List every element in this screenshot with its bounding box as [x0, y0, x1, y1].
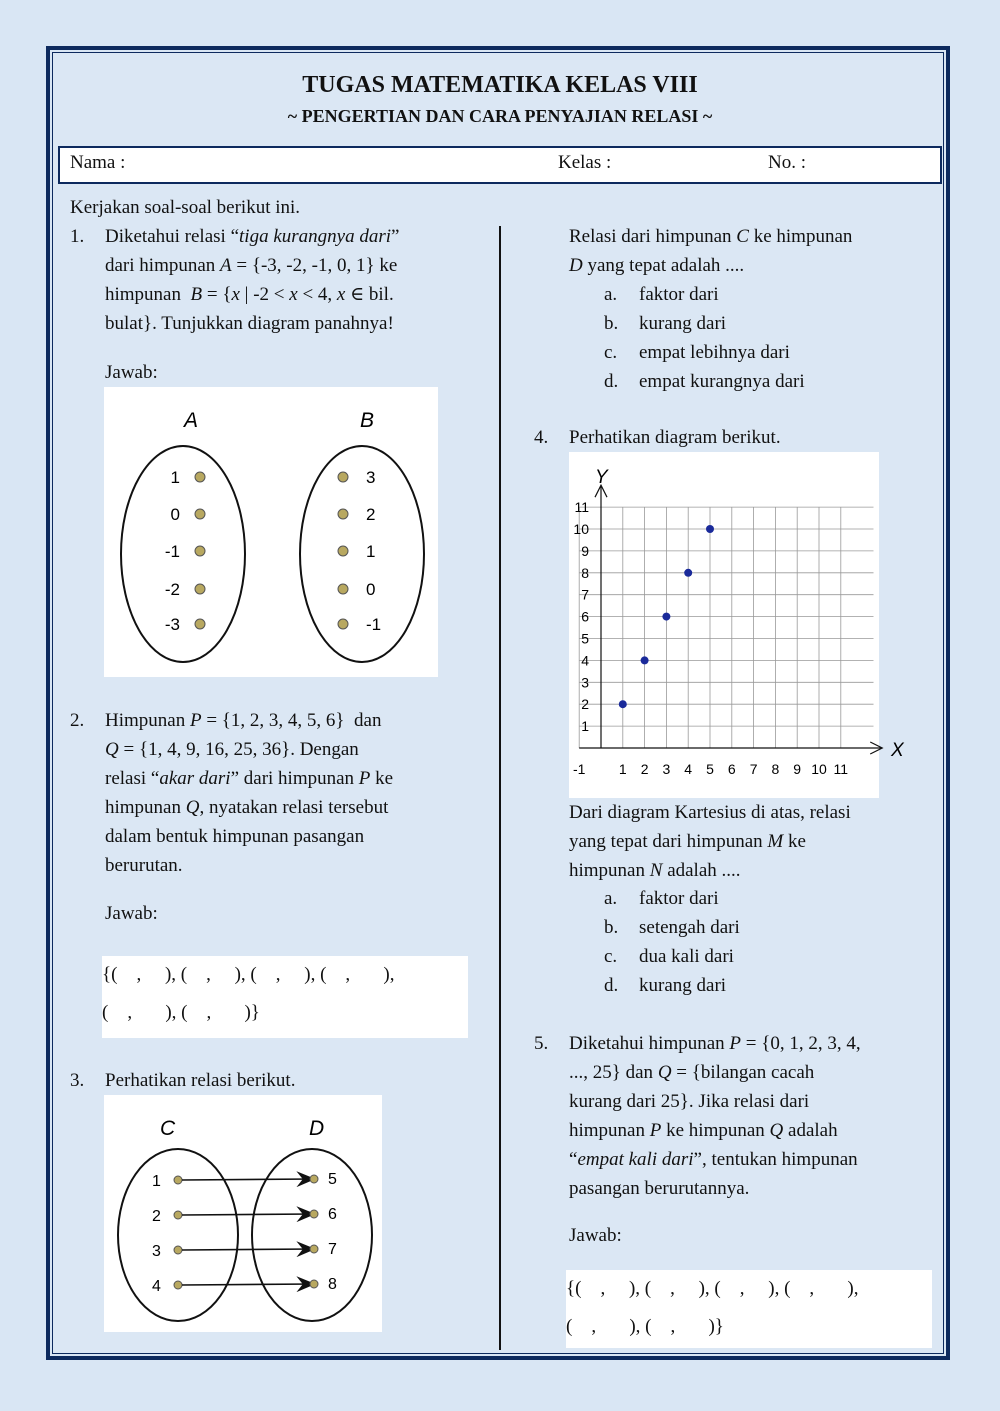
set-b-dot — [338, 509, 348, 519]
instruction: Kerjakan soal-soal berikut ini. — [70, 197, 301, 218]
set-c-dot — [174, 1211, 182, 1219]
relation-arrow — [182, 1249, 314, 1250]
data-point — [641, 656, 649, 664]
kelas-label: Kelas : — [558, 152, 612, 173]
set-b-label: B — [360, 409, 375, 432]
set-a-dot — [195, 472, 205, 482]
identity-bar — [58, 146, 942, 184]
y-tick-label: 6 — [581, 608, 589, 625]
x-tick-label: 11 — [833, 761, 849, 777]
q4-option-letter: a. — [604, 888, 618, 909]
x-tick-label: 1 — [618, 761, 627, 777]
nama-label: Nama : — [70, 152, 126, 173]
q3-diagram — [104, 1095, 382, 1332]
set-a-label: A — [184, 409, 199, 432]
q5-text: Diketahui himpunan P = {0, 1, 2, 3, 4, ..., 25} dan Q = {bilangan cacah kurang dari 25}. Jika relasi dari himpunan P ke himpunan Q adalah “empat kali dari”, tentukan himpunan pasangan berurutannya. — [569, 1033, 861, 1199]
set-a-dot — [195, 509, 205, 519]
set-b-dot — [338, 584, 348, 594]
q1-jawab: Jawab: — [105, 362, 158, 383]
q3-option-d[interactable]: empat kurangnya dari — [639, 371, 805, 392]
q4-option-letter: b. — [604, 917, 619, 938]
set-c-dot — [174, 1176, 182, 1184]
y-tick-label: 10 — [573, 521, 589, 537]
q5-answer-line-2: ( , ), ( , )} — [566, 1316, 724, 1337]
set-b-dot — [338, 546, 348, 556]
set-a-item: -1 — [164, 542, 180, 561]
relation-arrow — [182, 1179, 314, 1180]
set-d-label: D — [309, 1117, 325, 1140]
q4-text: Perhatikan diagram berikut. — [569, 427, 781, 448]
q2-answer-line-1: {( , ), ( , ), ( , ), ( , ), — [102, 964, 395, 985]
x-tick-label: 3 — [662, 761, 671, 777]
set-b-item: 1 — [366, 542, 376, 561]
x-tick-label: 9 — [793, 761, 802, 777]
set-c-dot — [174, 1246, 182, 1254]
data-point — [662, 613, 670, 621]
q2-text: Himpunan P = {1, 2, 3, 4, 5, 6} dan Q = {1, 4, 9, 16, 25, 36}. Dengan relasi “akar dari” dari himpunan P ke himpunan Q, nyatakan relasi tersebut dalam bentuk himpunan pasangan berurutan. — [105, 710, 394, 876]
x-tick-label: -1 — [572, 761, 586, 777]
q4-after-text: Dari diagram Kartesius di atas, relasi yang tepat dari himpunan M ke himpunan N adalah .... — [569, 802, 851, 881]
q3-option-letter: d. — [604, 371, 619, 392]
set-b-dot — [338, 619, 348, 629]
q1-number: 1. — [70, 226, 85, 247]
set-a-item: 0 — [170, 505, 180, 524]
y-tick-label: 4 — [581, 652, 589, 669]
set-a-dot — [195, 619, 205, 629]
x-tick-label: 2 — [640, 761, 649, 777]
set-a-item: -2 — [164, 580, 180, 599]
q4-option-b[interactable]: setengah dari — [639, 917, 740, 938]
y-tick-label: 9 — [581, 542, 589, 559]
relation-arrow — [182, 1284, 314, 1285]
q3-number: 3. — [70, 1070, 85, 1091]
q5-jawab: Jawab: — [569, 1225, 622, 1246]
q3-option-a[interactable]: faktor dari — [639, 284, 719, 305]
y-tick-label: 3 — [581, 674, 589, 691]
page-subtitle: ~ PENGERTIAN DAN CARA PENYAJIAN RELASI ~ — [287, 106, 713, 126]
q2-number: 2. — [70, 710, 85, 731]
set-c-item: 3 — [152, 1243, 161, 1260]
set-d-dot — [310, 1280, 318, 1288]
set-d-dot — [310, 1210, 318, 1218]
q2-answer-box[interactable] — [102, 956, 468, 1038]
set-c-item: 1 — [152, 1173, 161, 1190]
set-a-dot — [195, 546, 205, 556]
q1-diagram — [104, 387, 438, 677]
data-point — [619, 700, 627, 708]
q3-option-letter: c. — [604, 342, 618, 363]
no-label: No. : — [768, 152, 806, 173]
x-axis-label: X — [890, 740, 904, 761]
set-d-item: 8 — [328, 1276, 337, 1293]
y-tick-label: 2 — [581, 696, 589, 713]
q4-option-letter: d. — [604, 975, 619, 996]
set-c-dot — [174, 1281, 182, 1289]
set-b-item: 3 — [366, 468, 376, 487]
q4-option-d[interactable]: kurang dari — [639, 975, 727, 996]
q4-number: 4. — [534, 427, 549, 448]
column-divider — [499, 226, 501, 1350]
q5-answer-box[interactable] — [566, 1270, 932, 1348]
q5-number: 5. — [534, 1033, 549, 1054]
set-d-dot — [310, 1245, 318, 1253]
x-tick-label: 10 — [811, 761, 827, 777]
relation-arrow — [182, 1214, 314, 1215]
set-a-dot — [195, 584, 205, 594]
y-axis-label: Y — [595, 467, 608, 489]
q4-option-letter: c. — [604, 946, 618, 967]
q2-answer-line-2: ( , ), ( , )} — [102, 1002, 260, 1023]
x-tick-label: 7 — [749, 761, 758, 777]
y-tick-label: 1 — [581, 718, 589, 735]
set-b-item: 2 — [366, 505, 376, 524]
set-b-item: -1 — [366, 615, 382, 634]
set-b-item: 0 — [366, 580, 376, 599]
data-point — [684, 569, 692, 577]
data-point — [706, 525, 714, 533]
y-tick-label: 8 — [581, 564, 589, 581]
q3-option-b[interactable]: kurang dari — [639, 313, 727, 334]
x-tick-label: 5 — [706, 761, 714, 777]
x-tick-label: 8 — [771, 761, 780, 777]
set-d-item: 7 — [328, 1241, 337, 1258]
x-tick-label: 6 — [727, 761, 736, 777]
set-d-item: 6 — [328, 1206, 337, 1223]
q3-option-letter: a. — [604, 284, 618, 305]
q3-continuation: Relasi dari himpunan C ke himpunan D yang tepat adalah .... — [569, 226, 853, 276]
set-c-item: 4 — [152, 1278, 161, 1295]
q5-answer-line-1: {( , ), ( , ), ( , ), ( , ), — [566, 1278, 859, 1299]
q4-option-c[interactable]: dua kali dari — [639, 946, 734, 967]
set-d-dot — [310, 1175, 318, 1183]
set-c-item: 2 — [152, 1208, 161, 1225]
set-b-dot — [338, 472, 348, 482]
q3-option-letter: b. — [604, 313, 619, 334]
q2-jawab: Jawab: — [105, 903, 158, 924]
q3-option-c[interactable]: empat lebihnya dari — [639, 342, 790, 363]
y-tick-label: 11 — [574, 499, 589, 516]
y-tick-label: 5 — [581, 630, 589, 647]
q4-cartesian-chart — [569, 452, 904, 798]
q4-option-a[interactable]: faktor dari — [639, 888, 719, 909]
set-a-item: -3 — [164, 615, 180, 634]
y-tick-label: 7 — [581, 586, 589, 603]
page-title: TUGAS MATEMATIKA KELAS VIII — [302, 72, 698, 98]
set-a-item: 1 — [170, 468, 180, 487]
set-c-label: C — [160, 1117, 176, 1140]
set-d-item: 5 — [328, 1171, 337, 1188]
q3-text: Perhatikan relasi berikut. — [105, 1070, 296, 1091]
q1-text: Diketahui relasi “tiga kurangnya dari” dari himpunan A = {-3, -2, -1, 0, 1} ke himpunan B = {x | -2 < x < 4, x ∈ bil. bulat}. Tunjukkan diagram panahnya! — [105, 226, 400, 334]
x-tick-label: 4 — [684, 761, 693, 777]
